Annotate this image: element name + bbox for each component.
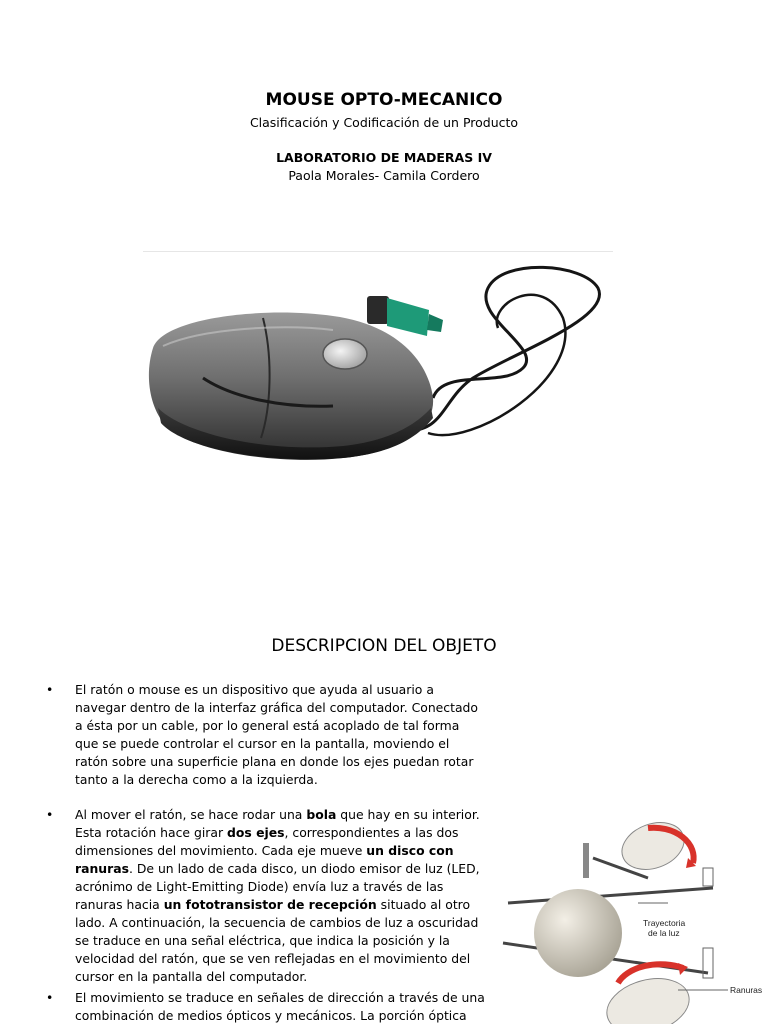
bullet-marker: • [46,990,54,1005]
bold-text: dos ejes [227,825,285,840]
mouse-photo [143,258,613,480]
bold-text: un fototransistor de recepción [163,897,377,912]
section-title: DESCRIPCION DEL OBJETO [271,636,497,656]
list-item-text: Al mover el ratón, se hace rodar una bola que hay en su interior. Esta rotación hace girar dos ejes, correspondientes a las dos dimensiones del movimiento. Cada eje mueve un disco con ranuras. De un lado de cada disco, un diodo emisor de luz (LED, acrónimo de Light-Emitting Diode) envía luz a través de las ranuras hacia un fototransistor de recepción situado al otro lado. A continuación, la secuencia de cambios de luz a oscuridad se traduce en una señal eléctrica, que indica la posición y la velocidad del ratón, que se ven reflejadas en el movimiento del cursor en la pantalla del computador. [75,807,480,984]
bullet-list [46,681,486,1025]
divider [143,251,613,252]
list-item [46,806,486,986]
document-subtitle: Clasificación y Codificación de un Producto [249,115,519,130]
bold-text: un disco con ranuras [75,843,454,876]
mechanism-diagram [498,818,768,1024]
authors: Paola Morales- Camila Cordero [288,168,480,183]
list-item [46,681,486,789]
diagram-label-light-2: de la luz [648,928,680,938]
bullet-marker: • [46,807,54,822]
diagram-label-slots: Ranuras [730,985,763,995]
list-item-text: El ratón o mouse es un dispositivo que ayuda al usuario a navegar dentro de la interfaz gráfica del computador. Conectado a ésta por un cable, por lo general está acoplado de tal forma que se puede controlar el cursor en la pantalla, moviendo el ratón sobre una superficie plana en donde los ejes puedan rotar tanto a la derecha como a la izquierda. [75,682,479,787]
lab-name: LABORATORIO DE MADERAS IV [276,150,492,165]
diagram-label-light-1: Trayectoria [643,918,686,928]
bold-text: bola [306,807,337,822]
list-item-text: El movimiento se traduce en señales de dirección a través de una combinación de medios ópticos y mecánicos. La porción óptica [75,990,485,1023]
list-item [46,989,486,1025]
bullet-marker: • [46,682,54,697]
document-title: MOUSE OPTO-MECANICO [265,90,503,110]
